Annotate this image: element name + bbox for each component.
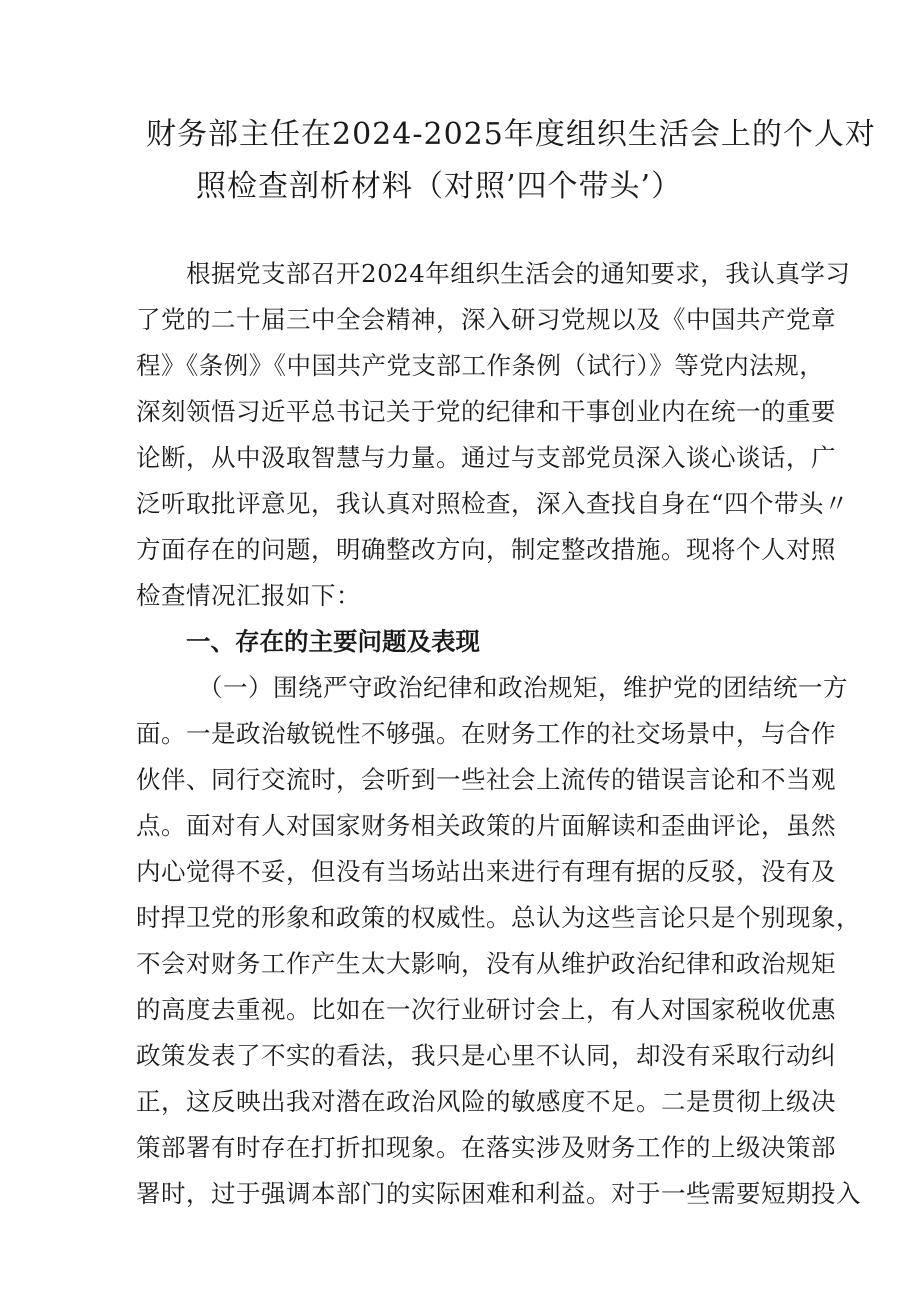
section-paragraph-line: 的高度去重视。比如在一次行业研讨会上，有人对国家税收优惠 bbox=[136, 995, 836, 1024]
intro-paragraph-line: 论断，从中汲取智慧与力量。通过与支部党员深入谈心谈话，广 bbox=[136, 443, 836, 472]
intro-paragraph-line: 深刻领悟习近平总书记关于党的纪律和干事创业内在统一的重要 bbox=[136, 397, 836, 426]
section-paragraph-line: 策部署有时存在打折扣现象。在落实涉及财务工作的上级决策部 bbox=[136, 1133, 836, 1162]
section-paragraph-line: 伙伴、同行交流时，会听到一些社会上流传的错误言论和不当观 bbox=[136, 765, 836, 794]
section-paragraph-line: 点。面对有人对国家财务相关政策的片面解读和歪曲评论，虽然 bbox=[136, 811, 836, 840]
section-paragraph-line: 正，这反映出我对潜在政治风险的敏感度不足。二是贯彻上级决 bbox=[136, 1087, 836, 1116]
intro-paragraph-line: 泛听取批评意见，我认真对照检查，深入查找自身在“四个带头〃 bbox=[136, 489, 850, 518]
section-paragraph-line: 不会对财务工作产生太大影响，没有从维护政治纪律和政治规矩 bbox=[136, 949, 836, 978]
intro-paragraph-line: 程》《条例》《中国共产党支部工作条例（试行）》等党内法规， bbox=[136, 351, 825, 380]
document-title-line-2: 照检查剖析材料（对照’四个带头’） bbox=[196, 169, 683, 204]
intro-paragraph-line: 根据党支部召开2024年组织生活会的通知要求，我认真学习 bbox=[186, 259, 851, 288]
section-paragraph-line: 时捍卫党的形象和政策的权威性。总认为这些言论只是个别现象， bbox=[136, 903, 861, 932]
intro-paragraph-line: 了党的二十届三中全会精神，深入研习党规以及《中国共产党章 bbox=[136, 305, 836, 334]
section-paragraph-line: 署时，过于强调本部门的实际困难和利益。对于一些需要短期投入 bbox=[136, 1179, 861, 1208]
intro-paragraph-line: 检查情况汇报如下： bbox=[136, 581, 361, 610]
section-paragraph-line: 面。一是政治敏锐性不够强。在财务工作的社交场景中，与合作 bbox=[136, 719, 836, 748]
intro-paragraph-line: 方面存在的问题，明确整改方向，制定整改措施。现将个人对照 bbox=[136, 535, 836, 564]
section-paragraph-line: （一）围绕严守政治纪律和政治规矩，维护党的团结统一方 bbox=[198, 673, 848, 702]
section-paragraph-line: 内心觉得不妥，但没有当场站出来进行有理有据的反驳，没有及 bbox=[136, 857, 836, 886]
document-title-line-1: 财务部主任在2024-2025年度组织生活会上的个人对 bbox=[146, 117, 876, 152]
section-heading: 一、存在的主要问题及表现 bbox=[186, 627, 480, 656]
section-paragraph-line: 政策发表了不实的看法，我只是心里不认同，却没有采取行动纠 bbox=[136, 1041, 836, 1070]
